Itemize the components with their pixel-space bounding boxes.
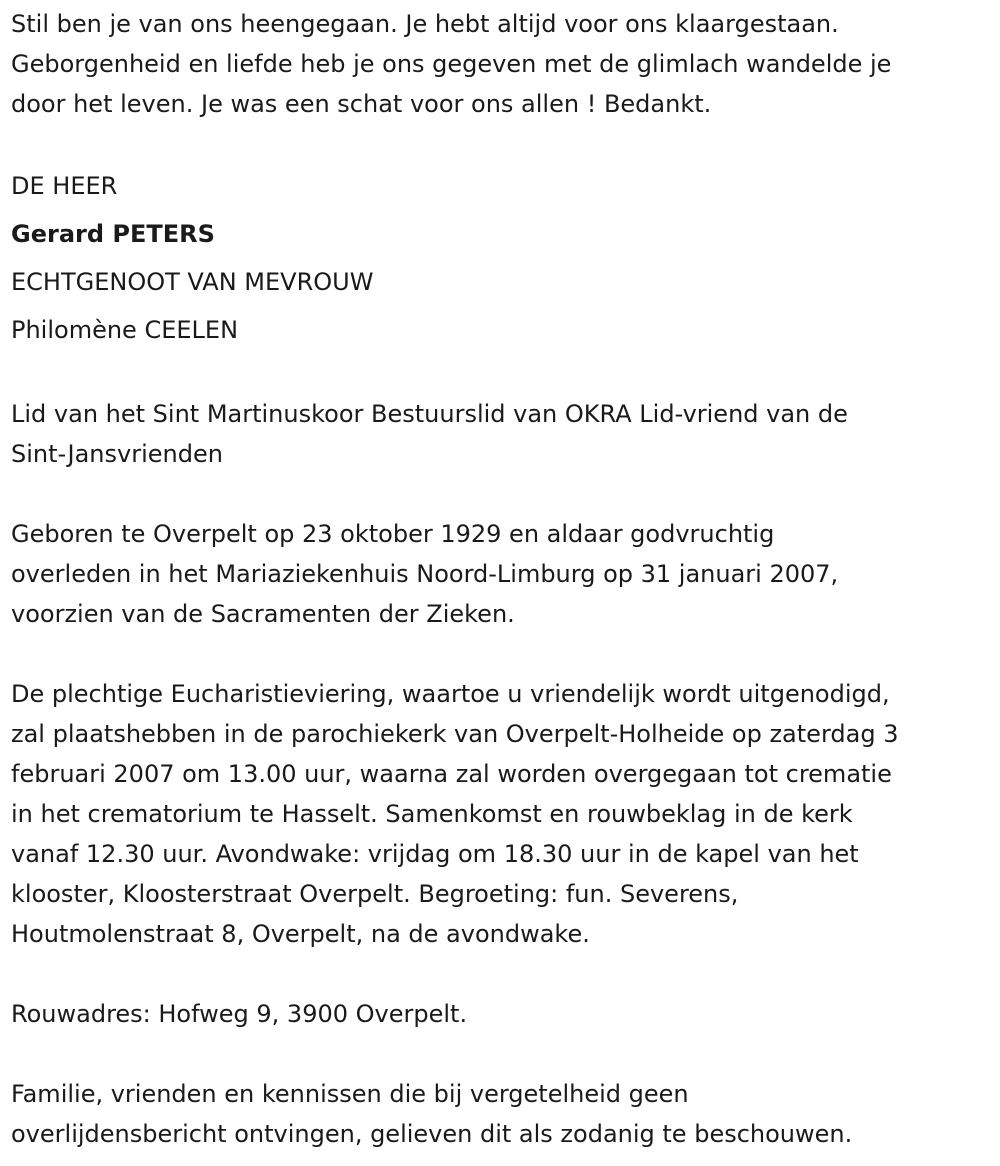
spacer [11,634,993,674]
spacer [11,474,993,514]
person-title: DE HEER [11,172,118,200]
memberships-line: Lid van het Sint Martinuskoor Bestuurslid van OKRA Lid-vriend van de [11,400,848,428]
intro-paragraph [11,4,993,124]
closing-line: Familie, vrienden en kennissen die bij vergetelheid geen [11,1080,689,1108]
funeral-address: Rouwadres: Hofweg 9, 3900 Overpelt. [11,1000,468,1028]
spacer [11,954,993,994]
spacer [11,354,993,394]
ceremony-line: De plechtige Eucharistieviering, waartoe u vriendelijk wordt uitgenodigd, [11,680,890,708]
obituary-document [11,4,993,1154]
spacer [11,1034,993,1074]
birth-death-line: Geboren te Overpelt op 23 oktober 1929 en aldaar godvruchtig [11,520,775,548]
birth-death-paragraph [11,514,993,634]
address-paragraph [11,994,993,1034]
person-relation: ECHTGENOOT VAN MEVROUW [11,268,374,296]
intro-line: Stil ben je van ons heengegaan. Je hebt altijd voor ons klaargestaan. [11,10,839,38]
ceremony-line: februari 2007 om 13.00 uur, waarna zal worden overgegaan tot crematie [11,760,892,788]
ceremony-line: in het crematorium te Hasselt. Samenkomst en rouwbeklag in de kerk [11,800,853,828]
spouse-name: Philomène CEELEN [11,316,239,344]
birth-death-line: overleden in het Mariaziekenhuis Noord-Limburg op 31 januari 2007, [11,560,839,588]
person-name: Gerard PETERS [11,220,215,248]
closing-paragraph [11,1074,993,1154]
birth-death-line: voorzien van de Sacramenten der Zieken. [11,600,515,628]
intro-line: Geborgenheid en liefde heb je ons gegeven met de glimlach wandelde je [11,50,892,78]
ceremony-paragraph [11,674,993,954]
ceremony-line: Houtmolenstraat 8, Overpelt, na de avondwake. [11,920,590,948]
person-block [11,162,993,354]
closing-line: overlijdensbericht ontvingen, gelieven dit als zodanig te beschouwen. [11,1120,853,1148]
ceremony-line: klooster, Kloosterstraat Overpelt. Begroeting: fun. Severens, [11,880,739,908]
memberships-paragraph [11,394,993,474]
ceremony-line: zal plaatshebben in de parochiekerk van Overpelt-Holheide op zaterdag 3 [11,720,899,748]
memberships-line: Sint-Jansvrienden [11,440,223,468]
intro-line: door het leven. Je was een schat voor ons allen ! Bedankt. [11,90,712,118]
ceremony-line: vanaf 12.30 uur. Avondwake: vrijdag om 18.30 uur in de kapel van het [11,840,859,868]
